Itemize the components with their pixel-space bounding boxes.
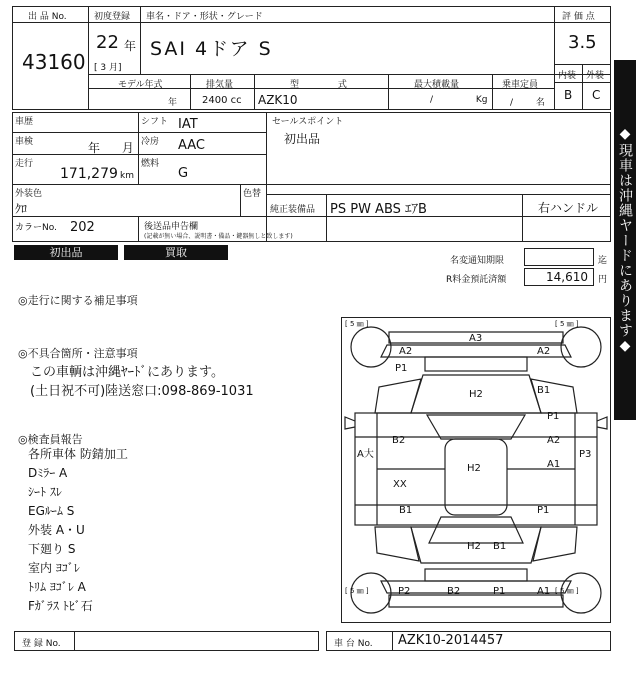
- aftermarket-label: 後送品申告欄: [144, 222, 199, 232]
- reg-month: [ 3 月]: [94, 63, 122, 73]
- capacity-value: / 名: [510, 98, 545, 108]
- shift-value: IAT: [178, 117, 198, 132]
- damage-mark: H2: [469, 389, 483, 400]
- damage-mark: P1: [547, 411, 560, 422]
- inspector-line: 室内 ﾖｺﾞﾚ: [28, 561, 80, 575]
- mileage-value: 171,279: [60, 166, 118, 182]
- damage-mark: A1: [537, 586, 551, 597]
- damage-mark: B1: [493, 541, 507, 552]
- inspection-value: 年 月: [88, 141, 134, 155]
- fuel-label: 燃料: [141, 159, 160, 169]
- sales-point-value: 初出品: [284, 132, 321, 146]
- inspector-line: ｼｰﾄ ｽﾚ: [28, 485, 62, 499]
- damage-mark: P1: [395, 363, 408, 374]
- fuel-value: G: [178, 166, 189, 181]
- max-load-value: / Kg: [430, 95, 488, 105]
- notice-label: 名変通知期限: [450, 256, 505, 266]
- ext-color-label: 外装色: [15, 189, 43, 199]
- exterior-label: 外装: [586, 71, 605, 81]
- status-tag-first-listing: 初出品: [14, 245, 118, 260]
- score-value: 3.5: [568, 32, 597, 53]
- inspector-line: 外装 A・U: [28, 523, 85, 537]
- damage-mark: P2: [398, 586, 411, 597]
- inspector-line: EGﾙｰﾑ S: [28, 504, 75, 518]
- recycle-label: R料金預託済額: [446, 275, 507, 285]
- damage-mark: B1: [537, 385, 551, 396]
- inspector-line: 各所車体 防錆加工: [28, 447, 128, 461]
- tire-depth-mark: [ 5 ㎜ ]: [555, 587, 579, 595]
- notice-field: [524, 248, 594, 266]
- defect-line: この車輌は沖縄ﾔｰﾄﾞにあります。: [30, 365, 224, 380]
- model-year-unit: 年: [168, 98, 178, 108]
- tire-depth-mark: [ 5 ㎜ ]: [345, 320, 369, 328]
- ac-label: 冷房: [141, 137, 160, 147]
- displacement-label: 排気量: [206, 80, 234, 90]
- exterior-grade: C: [592, 88, 601, 102]
- notice-unit: 迄: [598, 256, 608, 266]
- recycle-value: 14,610: [546, 270, 588, 284]
- damage-mark: A2: [537, 346, 551, 357]
- model-year-label: モデル年式: [118, 80, 163, 90]
- inspector-title: ◎検査員報告: [18, 433, 83, 446]
- inspection-label: 車検: [15, 137, 34, 147]
- type-label: 型 式: [290, 80, 347, 90]
- damage-mark: A2: [399, 346, 413, 357]
- mileage-unit: km: [120, 171, 134, 181]
- tire-depth-mark: [ 5 ㎜ ]: [345, 587, 369, 595]
- reg-year: 22: [96, 32, 119, 53]
- ext-color-value: ｸﾛ: [15, 202, 28, 216]
- damage-mark: P1: [537, 505, 550, 516]
- damage-mark: B1: [399, 505, 413, 516]
- defect-line: (土日祝不可)陸送窓口:098-869-1031: [30, 384, 254, 399]
- equipment-value: PS PW ABS ｴｱB: [330, 202, 427, 217]
- equipment-label: 純正装備品: [270, 205, 316, 215]
- color-no-label: カラーNo.: [15, 223, 57, 233]
- mileage-label: 走行: [15, 159, 34, 169]
- damage-mark: A大: [357, 449, 374, 460]
- damage-mark: A3: [469, 333, 483, 344]
- capacity-label: 乗車定員: [502, 80, 539, 90]
- max-load-label: 最大積載量: [414, 80, 460, 90]
- damage-mark: H2: [467, 463, 481, 474]
- shift-label: シフト: [141, 117, 169, 127]
- damage-mark: H2: [467, 541, 481, 552]
- damage-mark: A1: [547, 459, 561, 470]
- reg-no-label: 登 録 No.: [22, 639, 61, 649]
- inspector-line: Dﾐﾗｰ A: [28, 466, 68, 480]
- damage-mark: XX: [393, 479, 407, 490]
- steering-value: 右ハンドル: [538, 201, 599, 215]
- damage-mark: B2: [392, 435, 406, 446]
- interior-label: 内装: [558, 71, 577, 81]
- aftermarket-note: (記載が無い場合、説明書・備品・鍵器無しと致します): [144, 233, 293, 240]
- damage-mark: B2: [447, 586, 461, 597]
- car-name: SAI 4ドア S: [150, 38, 273, 60]
- history-label: 車歴: [15, 117, 34, 127]
- chassis-value: AZK10-2014457: [398, 633, 504, 648]
- damage-mark: A2: [547, 435, 561, 446]
- score-label: 評 価 点: [562, 12, 595, 22]
- ac-value: AAC: [178, 138, 205, 153]
- reg-label: 初度登録: [94, 12, 131, 22]
- side-banner: ◆現車は沖縄ヤードにあります◆: [614, 60, 636, 420]
- inspector-list: [28, 445, 128, 616]
- defects-title: ◎不具合箇所・注意事項: [18, 347, 138, 360]
- lot-number: 43160: [22, 50, 86, 74]
- car-damage-diagram: [341, 317, 611, 623]
- inspector-line: Fｶﾞﾗｽ ﾄﾋﾞ石: [28, 599, 93, 613]
- inspector-line: 下廻り S: [28, 542, 76, 556]
- car-name-label: 車名・ドア・形状・グレード: [146, 12, 263, 22]
- driving-title: ◎走行に関する補足事項: [18, 294, 138, 307]
- reg-year-unit: 年: [124, 39, 137, 53]
- sales-point-label: セールスポイント: [272, 117, 344, 127]
- type-value: AZK10: [258, 93, 298, 107]
- damage-mark: P3: [579, 449, 592, 460]
- displacement-value: 2400 cc: [202, 95, 242, 106]
- tire-depth-mark: [ 5 ㎜ ]: [555, 320, 579, 328]
- inspector-line: ﾄﾘﾑ ﾖｺﾞﾚ A: [28, 580, 86, 594]
- status-tag-purchase: 買取: [124, 245, 228, 260]
- damage-mark: P1: [493, 586, 506, 597]
- recycle-unit: 円: [598, 275, 608, 285]
- color-change-label: 色替: [243, 189, 262, 199]
- chassis-label: 車 台 No.: [334, 639, 373, 649]
- color-no-value: 202: [70, 220, 95, 235]
- lot-label: 出 品 No.: [28, 12, 67, 22]
- interior-grade: B: [564, 88, 573, 102]
